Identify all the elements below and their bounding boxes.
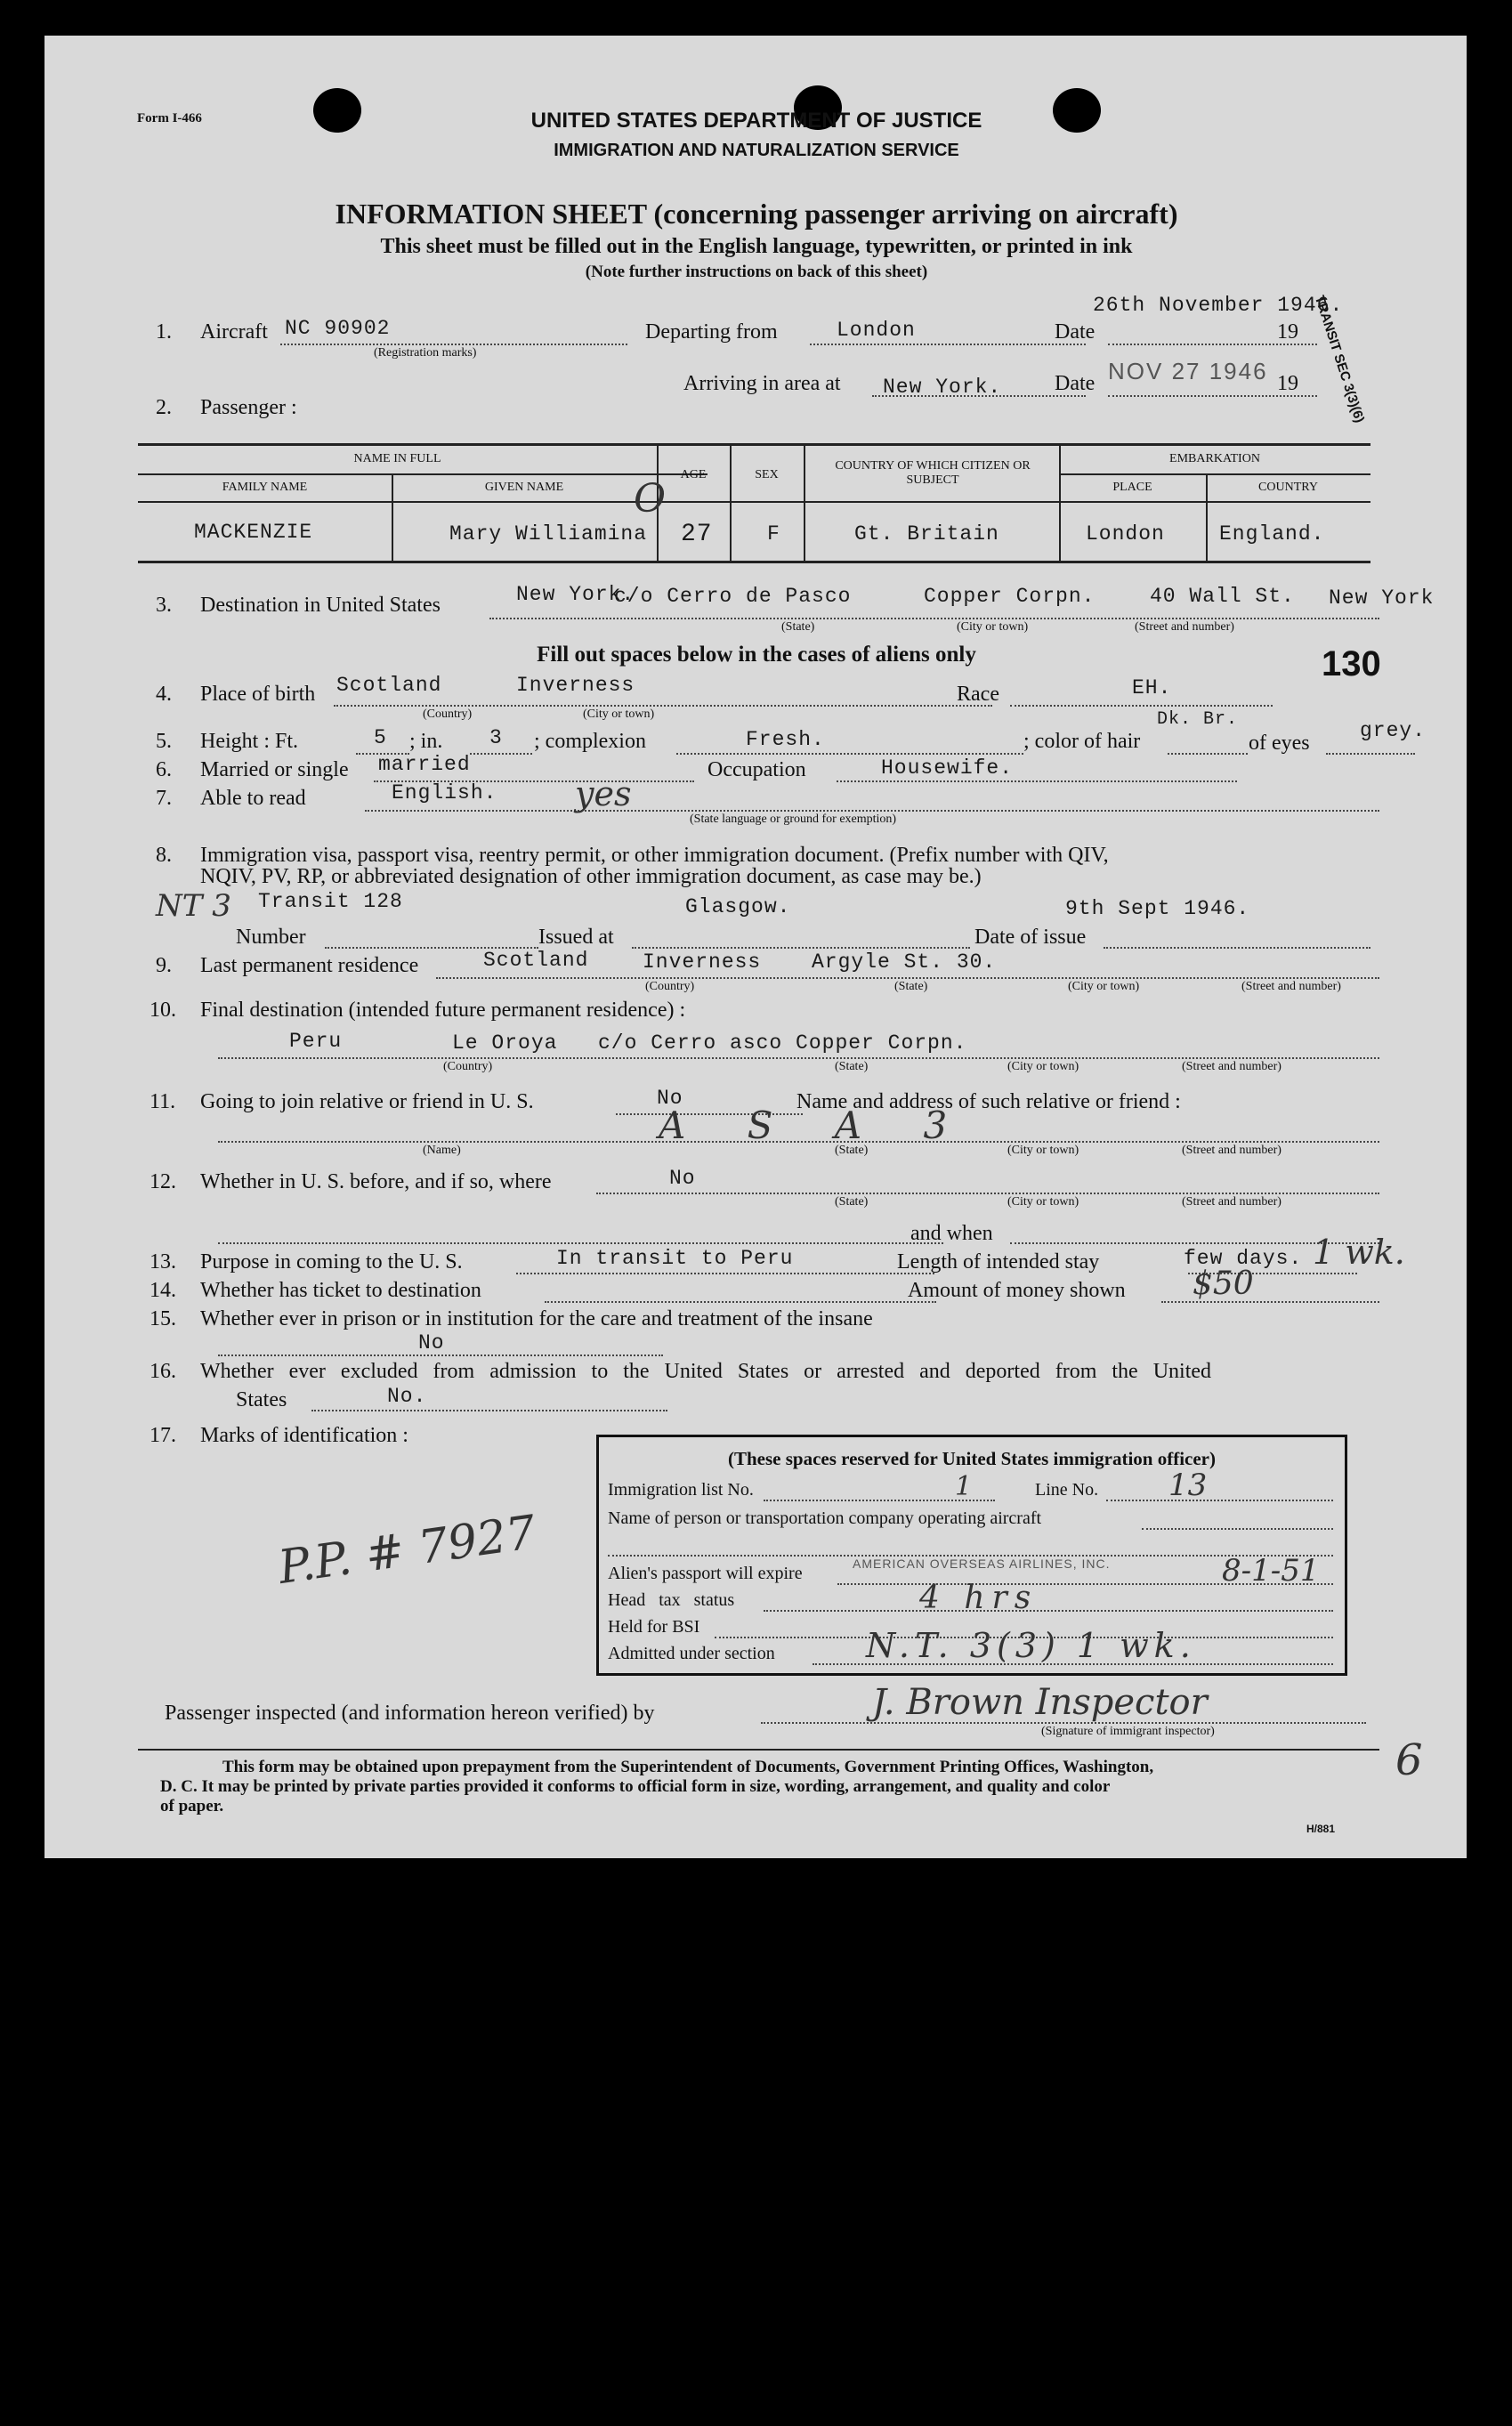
arrival-date-stamp: NOV 27 1946 [1108, 358, 1268, 384]
last-residence-street: Argyle St. 30. [812, 950, 997, 974]
marital-status-value: married [378, 753, 471, 776]
item10-number: 10. [150, 999, 176, 1022]
document-issued-at-value: Glasgow. [685, 895, 791, 918]
occupation-value: Housewife. [881, 756, 1014, 780]
immigration-document-text-line1: Immigration visa, passport visa, reentry permit, or other immigration document. (Prefix number with QIV, [200, 844, 1109, 867]
aircraft-operator-label: Name of person or transportation company operating aircraft [608, 1508, 1042, 1528]
passport-expire-value: 8-1-51 [1222, 1553, 1320, 1589]
item15-number: 15. [150, 1307, 176, 1330]
footer-text-line1: This form may be obtained upon prepayment from the Superintendent of Documents, Government Printing Offices, Washington, [222, 1758, 1154, 1776]
prison-insane-value: No [418, 1331, 445, 1355]
form-note: (Note further instructions on back of this sheet) [585, 263, 928, 281]
footer-text-line2: D. C. It may be printed by private parties provided it conforms to official form in size, wording, arrangement, and quality and color [160, 1777, 1111, 1796]
citizenship-header: COUNTRY OF WHICH CITIZEN OR SUBJECT [835, 459, 1031, 487]
document-number-value: Transit 128 [258, 890, 403, 913]
item6-number: 6. [156, 758, 172, 781]
height-feet-label: Height : Ft. [200, 730, 299, 753]
aircraft-registration-value: NC 90902 [285, 317, 391, 340]
ticket-label: Whether has ticket to destination [200, 1279, 481, 1302]
able-to-read-value: English. [392, 781, 497, 805]
held-for-bsi-label: Held for BSI [608, 1617, 700, 1637]
form-number: Form I-466 [137, 111, 202, 125]
registration-marks-caption: (Registration marks) [374, 346, 477, 360]
height-inches-value: 3 [489, 726, 503, 749]
inspected-by-label: Passenger inspected (and information hereon verified) by [165, 1702, 655, 1725]
money-shown-label: Amount of money shown [908, 1279, 1126, 1302]
document-prefix-handwritten: NT 3 [156, 888, 231, 924]
page-mark-handwritten: 6 [1395, 1735, 1423, 1785]
arrival-date-label: Date [1055, 372, 1096, 395]
item3-number: 3. [156, 594, 172, 617]
final-city-caption: (City or town) [1007, 1060, 1079, 1073]
arriving-in-value: New York. [883, 376, 1002, 399]
admitted-section-value: N.T. 3(3) 1 wk. [866, 1626, 1196, 1665]
given-name-header: GIVEN NAME [484, 481, 564, 494]
item7-number: 7. [156, 787, 172, 810]
department-title: UNITED STATES DEPARTMENT OF JUSTICE [530, 109, 982, 133]
immigration-officer-box [596, 1435, 1347, 1676]
family-name-header: FAMILY NAME [222, 481, 308, 494]
previous-city-caption: (City or town) [1007, 1195, 1079, 1209]
last-residence-label: Last permanent residence [200, 954, 419, 977]
last-residence-country: Scotland [483, 949, 589, 972]
arriving-in-label: Arriving in area at [683, 372, 841, 395]
item9-number: 9. [156, 954, 172, 977]
form-title: INFORMATION SHEET (concerning passenger arriving on aircraft) [335, 198, 1178, 230]
street-caption: (Street and number) [1135, 620, 1234, 634]
passenger-embarkation-country: England. [1219, 522, 1325, 546]
hair-color-label: ; color of hair [1023, 730, 1141, 753]
complexion-value: Fresh. [746, 728, 825, 751]
aircraft-label: Aircraft [200, 320, 268, 344]
punch-hole-left [313, 88, 361, 133]
line-number-label: Line No. [1035, 1480, 1099, 1500]
item16-number: 16. [150, 1360, 176, 1383]
identification-marks-label: Marks of identification : [200, 1424, 408, 1447]
birth-city-caption: (City or town) [583, 708, 655, 721]
previous-state-caption: (State) [835, 1195, 869, 1209]
item4-number: 4. [156, 683, 172, 706]
item5-number: 5. [156, 730, 172, 753]
able-to-read-label: Able to read [200, 787, 306, 810]
residence-city-caption: (City or town) [1068, 980, 1140, 993]
transit-corner-stamp: TRANSIT SEC 3(3)(6) [1311, 294, 1368, 425]
excluded-value: No. [387, 1385, 427, 1408]
immigration-document-text-line2: NQIV, PV, RP, or abbreviated designation of other immigration document, as case may be.) [200, 865, 982, 888]
item12-number: 12. [150, 1170, 176, 1193]
item17-number: 17. [150, 1424, 176, 1447]
marital-status-label: Married or single [200, 758, 349, 781]
occupation-label: Occupation [707, 758, 806, 781]
birth-country: Scotland [336, 674, 442, 697]
residence-street-caption: (Street and number) [1241, 980, 1341, 993]
destination-street-city: New York [1329, 586, 1435, 610]
and-when-label: and when [910, 1222, 993, 1245]
final-street-caption: (Street and number) [1182, 1060, 1282, 1073]
departure-date-year: 19 [1277, 320, 1298, 344]
departing-from-value: London [837, 319, 916, 342]
document-date-value: 9th Sept 1946. [1065, 897, 1250, 920]
item14-number: 14. [150, 1279, 176, 1302]
relative-handwritten: A S A 3 [659, 1104, 973, 1147]
embarkation-country-header: COUNTRY [1258, 481, 1318, 494]
height-feet-value: 5 [374, 726, 387, 749]
item11-number: 11. [150, 1090, 176, 1113]
arrival-date-year: 19 [1277, 372, 1298, 395]
admitted-section-label: Admitted under section [608, 1644, 775, 1663]
passenger-age: 27 [681, 521, 713, 548]
residence-country-caption: (Country) [645, 980, 695, 993]
destination-company: Copper Corpn. [924, 585, 1096, 608]
prison-insane-label: Whether ever in prison or in institution for the care and treatment of the insane [200, 1307, 873, 1330]
passenger-label: Passenger : [200, 396, 297, 419]
destination-city: c/o Cerro de Pasco [614, 585, 852, 608]
join-relative-label: Going to join relative or friend in U. S. [200, 1090, 534, 1113]
passenger-embarkation-place: London [1086, 522, 1165, 546]
document-number-label: Number [236, 926, 306, 949]
join-relative-value: No [657, 1087, 683, 1110]
able-to-read-handwritten: yes [575, 774, 632, 813]
state-caption: (State) [781, 620, 815, 634]
printer-code: H/881 [1306, 1823, 1336, 1835]
signature-caption: (Signature of immigrant inspector) [1041, 1725, 1215, 1738]
race-label: Race [957, 683, 999, 706]
birth-country-caption: (Country) [423, 708, 473, 721]
airline-stamp: AMERICAN OVERSEAS AIRLINES, INC. [853, 1557, 1111, 1571]
form-subtitle: This sheet must be filled out in the English language, typewritten, or printed in ink [380, 235, 1133, 258]
destination-state: New York. [516, 583, 635, 606]
departure-date-label: Date [1055, 320, 1096, 344]
item1-number: 1. [156, 320, 172, 344]
purpose-label: Purpose in coming to the U. S. [200, 1250, 463, 1274]
destination-label: Destination in United States [200, 594, 441, 617]
race-value: EH. [1132, 676, 1172, 699]
item8-number: 8. [156, 844, 172, 867]
departing-from-label: Departing from [645, 320, 778, 344]
footer-text-line3: of paper. [160, 1797, 224, 1815]
head-tax-label: Head tax status [608, 1590, 735, 1610]
final-country-caption: (Country) [443, 1060, 493, 1073]
sex-header: SEX [755, 468, 779, 481]
destination-street: 40 Wall St. [1150, 585, 1295, 608]
relative-name-caption: (Name) [423, 1144, 461, 1157]
length-of-stay-label: Length of intended stay [897, 1250, 1100, 1274]
length-of-stay-value: few days. [1184, 1247, 1303, 1270]
final-destination-country: Peru [289, 1030, 343, 1053]
date-of-issue-label: Date of issue [974, 926, 1087, 949]
place-of-birth-label: Place of birth [200, 683, 316, 706]
final-destination-street: c/o Cerro asco Copper Corpn. [598, 1031, 967, 1055]
immigration-list-label: Immigration list No. [608, 1480, 754, 1500]
previous-us-visit-label: Whether in U. S. before, and if so, where [200, 1170, 552, 1193]
excluded-label-line1: Whether ever excluded from admission to the United States or arrested and deported from the United [200, 1360, 1212, 1383]
issued-at-label: Issued at [538, 926, 614, 949]
length-of-stay-handwritten: 1 wk. [1313, 1233, 1405, 1272]
relative-street-caption: (Street and number) [1182, 1144, 1282, 1157]
passenger-citizenship: Gt. Britain [854, 522, 999, 546]
relative-state-caption: (State) [835, 1144, 869, 1157]
residence-state-caption: (State) [894, 980, 928, 993]
form-sheet [44, 36, 1467, 1858]
inspector-signature: J. Brown Inspector [872, 1682, 1208, 1723]
last-residence-city: Inverness [643, 950, 762, 974]
passport-expire-label: Alien's passport will expire [608, 1564, 803, 1583]
purpose-value: In transit to Peru [556, 1247, 794, 1270]
identification-marks-handwritten: P.P. # 7927 [275, 1506, 539, 1595]
age-header: AGE [680, 468, 707, 481]
embarkation-header: EMBARKATION [1169, 452, 1260, 465]
passenger-sex: F [767, 522, 780, 546]
officer-box-title: (These spaces reserved for United States immigration officer) [727, 1448, 1216, 1469]
language-caption: (State language or ground for exemption) [690, 813, 897, 826]
line-number-value: 13 [1168, 1468, 1208, 1503]
departure-date-value: 26th November 1946. [1093, 294, 1344, 317]
previous-us-visit-value: No [669, 1167, 696, 1190]
final-state-caption: (State) [835, 1060, 869, 1073]
passenger-family-name: MACKENZIE [194, 521, 313, 544]
relative-name-address-label: Name and address of such relative or friend : [796, 1090, 1181, 1113]
handwritten-circle-mark: O [634, 476, 667, 522]
excluded-label-line2: States [236, 1388, 287, 1411]
number-stamp-130: 130 [1322, 644, 1381, 683]
previous-street-caption: (Street and number) [1182, 1195, 1282, 1209]
final-destination-city: Le Oroya [452, 1031, 558, 1055]
service-title: IMMIGRATION AND NATURALIZATION SERVICE [554, 141, 959, 160]
item2-number: 2. [156, 396, 172, 419]
immigration-list-value: 1 [955, 1471, 973, 1502]
aliens-only-heading: Fill out spaces below in the cases of aliens only [537, 643, 976, 667]
name-in-full-header: NAME IN FULL [353, 452, 441, 465]
eyes-color-value: grey. [1360, 719, 1427, 742]
relative-city-caption: (City or town) [1007, 1144, 1079, 1157]
hair-color-value: Dk. Br. [1157, 709, 1239, 730]
eyes-color-label: of eyes [1249, 732, 1310, 755]
birth-city: Inverness [516, 674, 635, 697]
embarkation-place-header: PLACE [1112, 481, 1152, 494]
money-shown-handwritten: $50 [1193, 1266, 1254, 1302]
head-tax-value: 4 hrs [919, 1580, 1039, 1616]
final-destination-label: Final destination (intended future permanent residence) : [200, 999, 686, 1022]
complexion-label: ; complexion [534, 730, 646, 753]
height-inches-label: ; in. [409, 730, 443, 753]
item13-number: 13. [150, 1250, 176, 1274]
passenger-given-name: Mary Williamina [449, 522, 648, 546]
city-caption: (City or town) [957, 620, 1029, 634]
